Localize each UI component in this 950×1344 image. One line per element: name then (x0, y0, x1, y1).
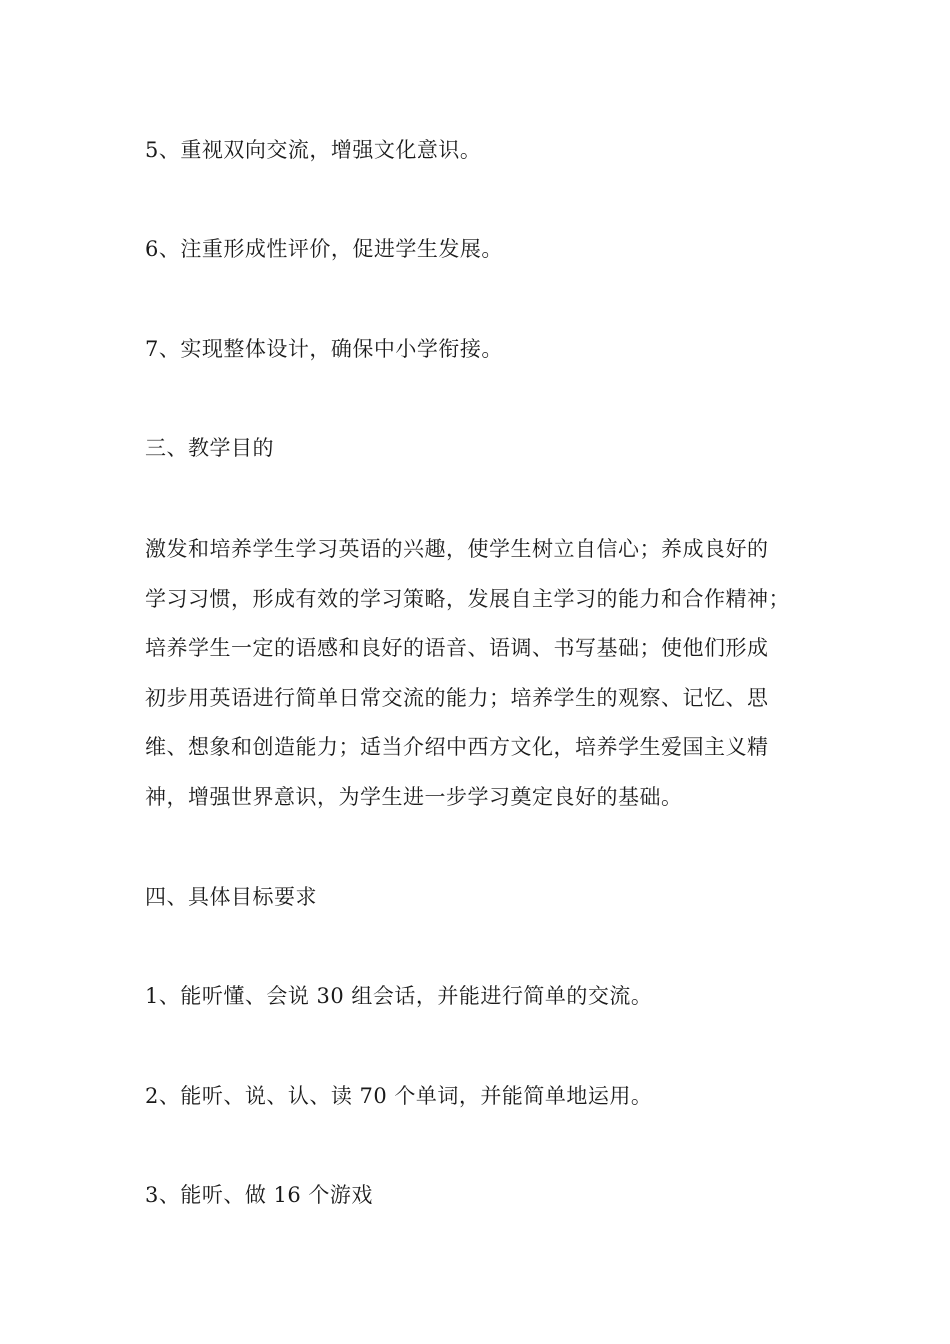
goal-item-3: 3、能听、做 16 个游戏 (145, 1183, 373, 1207)
paragraph-line: 学习习惯，形成有效的学习策略，发展自主学习的能力和合作精神； (145, 586, 790, 611)
goal-item-1: 1、能听懂、会说 30 组会话，并能进行简单的交流。 (145, 984, 653, 1008)
paragraph-line: 培养学生一定的语感和良好的语音、语调、书写基础；使他们形成 (145, 636, 769, 660)
section-heading-specific-goals: 四、具体目标要求 (145, 885, 317, 909)
list-item-5: 5、重视双向交流，增强文化意识。 (145, 138, 482, 162)
paragraph-line: 激发和培养学生学习英语的兴趣，使学生树立自信心；养成良好的 (145, 537, 769, 561)
section-heading-teaching-goals: 三、教学目的 (145, 436, 274, 460)
teaching-goals-paragraph (145, 525, 811, 822)
list-item-6: 6、注重形成性评价，促进学生发展。 (145, 237, 503, 261)
paragraph-line: 维、想象和创造能力；适当介绍中西方文化，培养学生爱国主义精 (145, 735, 769, 759)
paragraph-line: 神，增强世界意识，为学生进一步学习奠定良好的基础。 (145, 784, 683, 809)
goal-item-2: 2、能听、说、认、读 70 个单词，并能简单地运用。 (145, 1084, 653, 1108)
list-item-7: 7、实现整体设计，确保中小学衔接。 (145, 337, 503, 361)
paragraph-line: 初步用英语进行简单日常交流的能力；培养学生的观察、记忆、思 (145, 685, 769, 710)
